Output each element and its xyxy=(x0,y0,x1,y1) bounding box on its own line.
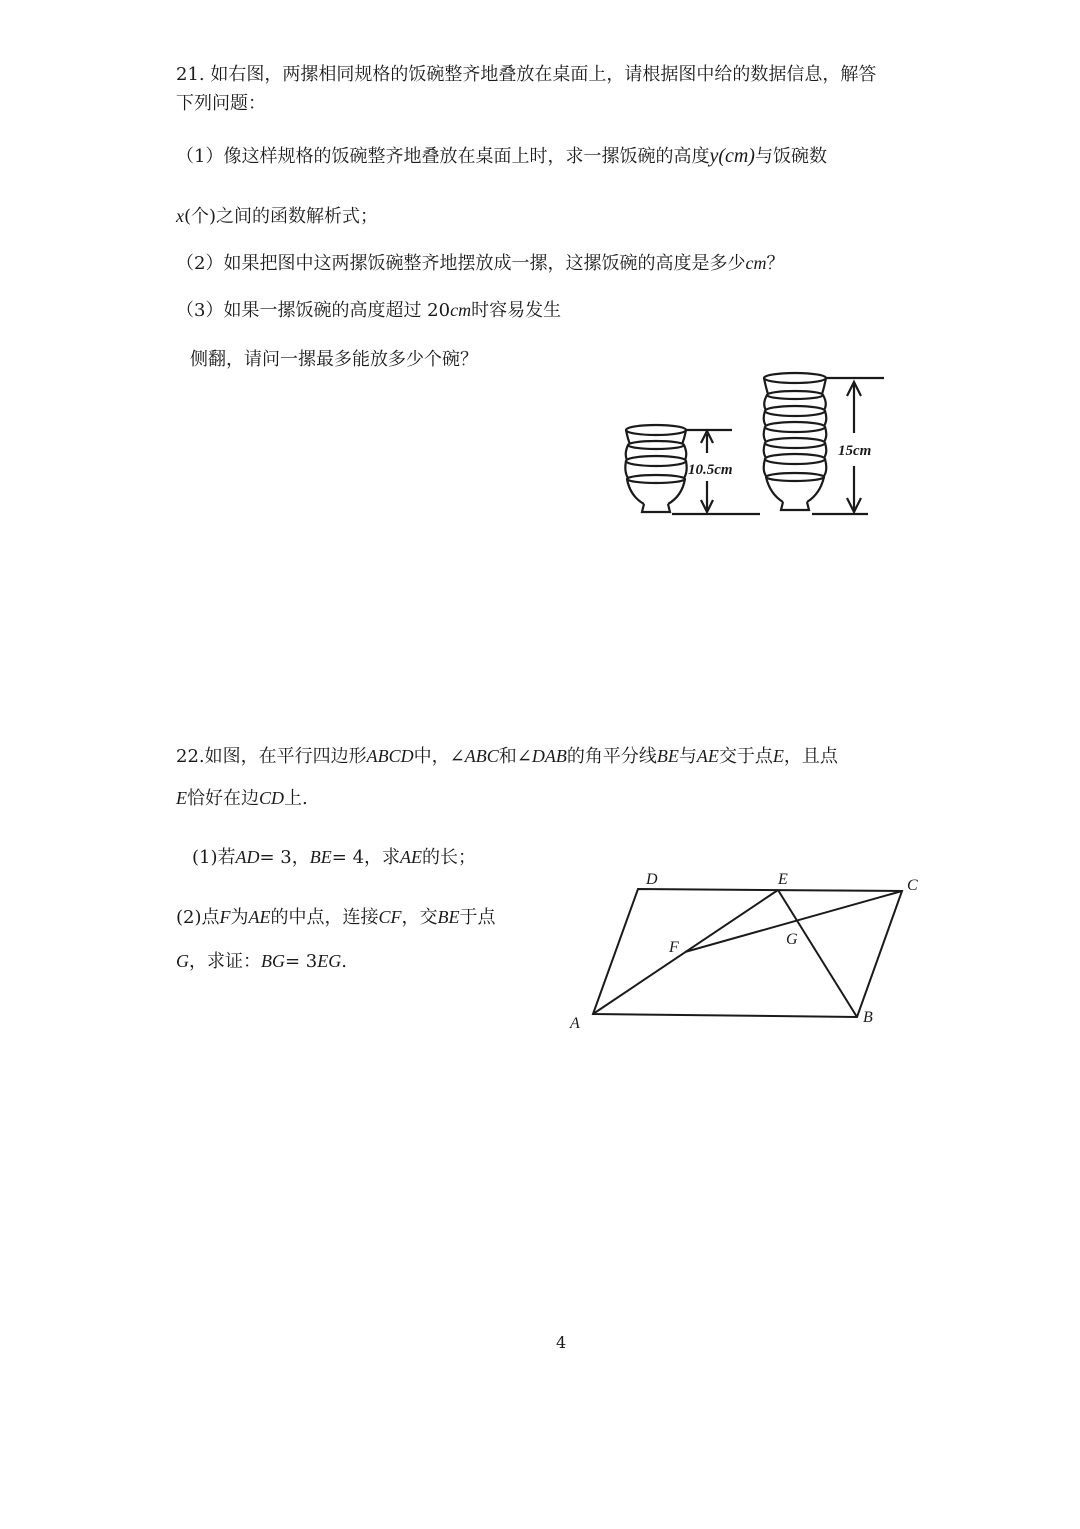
q21-part3-line2: 侧翻，请问一摞最多能放多少个碗？ xyxy=(190,349,478,370)
q22-parallelogram-figure xyxy=(560,860,930,1040)
label-b: B xyxy=(863,1009,873,1026)
q21-part1-line2: x(个)之间的函数解析式； xyxy=(176,206,379,227)
large-bowl-stack xyxy=(764,373,827,510)
parallelogram-abcd xyxy=(593,889,902,1017)
q21-part2: （2）如果把图中这两摞饭碗整齐地摆放成一摞，这摞饭碗的高度是多少cm？ xyxy=(176,253,785,274)
small-bowl-stack xyxy=(625,425,686,512)
q21-intro-line1: 21. 如右图，两摞相同规格的饭碗整齐地叠放在桌面上，请根据图中给的数据信息，解答 xyxy=(176,64,877,85)
label-d: D xyxy=(646,871,658,888)
q21-part1-line1: （1）像这样规格的饭碗整齐地叠放在桌面上时，求一摞饭碗的高度y(cm)与饭碗数 xyxy=(176,145,827,167)
segment-be xyxy=(778,890,857,1017)
label-c: C xyxy=(907,877,918,894)
q21-intro-line2: 下列问题： xyxy=(176,93,266,114)
large-stack-height-label: 15cm xyxy=(838,443,872,459)
page-number: 4 xyxy=(556,1333,567,1352)
q22-intro-line1: 22.如图，在平行四边形ABCD中，∠ABC和∠DAB的角平分线BE与AE交于点E，且点 xyxy=(176,746,838,767)
q22-intro-line2: E恰好在边CD上. xyxy=(176,788,308,809)
q22-part2-line2: G，求证：BG= 3EG. xyxy=(176,951,347,972)
q21-bowl-figure xyxy=(600,368,900,533)
label-f: F xyxy=(669,939,679,956)
q21-part3-line1: （3）如果一摞饭碗的高度超过 20cm时容易发生 xyxy=(176,300,562,321)
label-e: E xyxy=(778,871,788,888)
label-a: A xyxy=(570,1015,580,1032)
small-stack-height-label: 10.5cm xyxy=(688,462,733,478)
label-g: G xyxy=(786,931,798,948)
q22-part2-line1: (2)点F为AE的中点，连接CF，交BE于点 xyxy=(176,907,496,928)
q22-part1: (1)若AD= 3，BE= 4，求AE的长； xyxy=(192,847,477,868)
